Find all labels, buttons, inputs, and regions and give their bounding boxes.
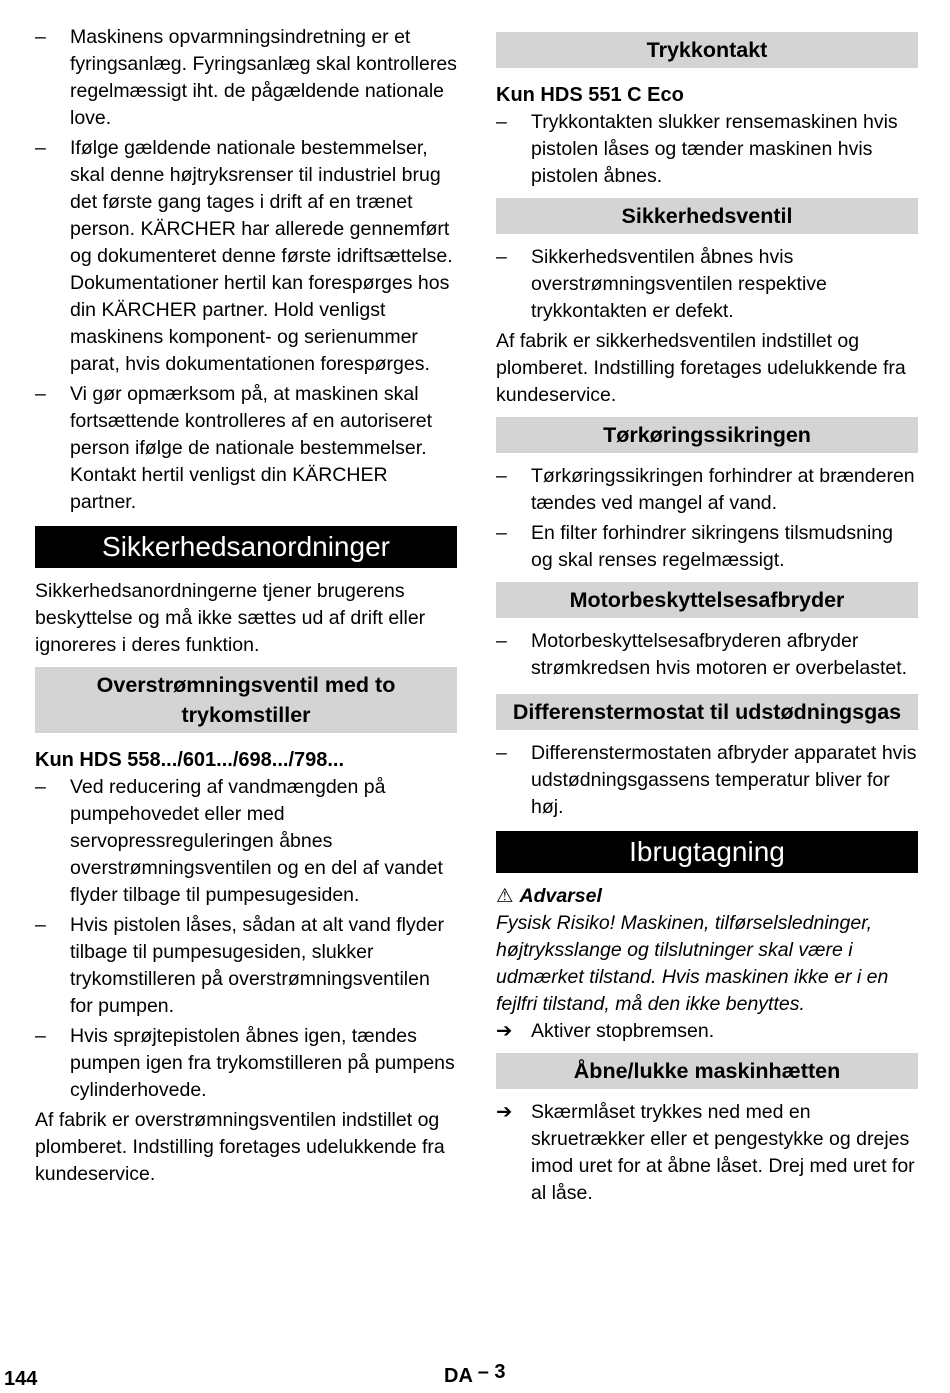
sub-page-number: – 3	[477, 1361, 506, 1383]
heading-pressure-switch: Trykkontakt	[496, 32, 918, 68]
section-title-safety-devices: Sikkerhedsanordninger	[35, 526, 457, 568]
list-item: – Ifølge gældende nationale bestemmelser, skal denne højtryksrenser til industriel brug det første gang tages i drift af en trænet person. KÄRCHER har allerede gennemført og dokumenteret denne første idriftsættelse. Dokumentationer hertil kan forespørges hos din KÄRCHER partner. Hold venligst maskinens komponent- og serienummer parat, hvis dokumentationen forespørges.	[35, 135, 457, 378]
arrow-right-icon: ➔	[496, 1101, 513, 1123]
list-item: – Vi gør opmærksom på, at maskinen skal fortsættende kontrolleres af en autoriseret person ifølge de nationale bestemmelser. Kontakt hertil venligst din KÄRCHER partner.	[35, 381, 457, 516]
heading-motor-protection: Motorbeskyttelsesafbryder	[496, 582, 918, 618]
warning-heading	[496, 883, 918, 910]
action-item	[496, 1018, 918, 1045]
list-item: – Hvis pistolen låses, sådan at alt vand flyder tilbage til pumpesugesiden, slukker trykomstilleren på overstrømningsventilen for pumpen.	[35, 912, 457, 1020]
model-subheading: Kun HDS 558.../601.../698.../798...	[35, 749, 345, 771]
model-subheading: Kun HDS 551 C Eco	[496, 84, 684, 106]
heading-safety-valve: Sikkerhedsventil	[496, 198, 918, 234]
left-column	[35, 24, 457, 1188]
footer-label	[444, 1363, 506, 1390]
list-item: – Differenstermostaten afbryder apparatet hvis udstødningsgassens temperatur bliver for høj.	[496, 740, 918, 821]
paragraph: Af fabrik er sikkerhedsventilen indstillet og plomberet. Indstilling foretages udelukkende fra kundeservice.	[496, 330, 906, 406]
page-number: 144	[4, 1368, 38, 1390]
list-item: – Ved reducering af vandmængden på pumpehovedet eller med servopressreguleringen åbnes overstrømningsventilen og en del af vandet flyder tilbage til pumpesugesiden.	[35, 774, 457, 909]
list-item: – Hvis sprøjtepistolen åbnes igen, tændes pumpen igen fra trykomstilleren på pumpens cylinderhovede.	[35, 1023, 457, 1104]
heading-dry-run-protection: Tørkøringssikringen	[496, 417, 918, 453]
action-item	[496, 1099, 918, 1207]
list-item: – En filter forhindrer sikringens tilsmudsning og skal renses regelmæssigt.	[496, 520, 918, 574]
warning-label: Advarsel	[519, 885, 602, 907]
list-item: – Motorbeskyttelsesafbryderen afbryder strømkredsen hvis motoren er overbelastet.	[496, 628, 918, 682]
list-item: – Tørkøringssikringen forhindrer at brænderen tændes ved mangel af vand.	[496, 463, 918, 517]
arrow-right-icon: ➔	[496, 1020, 513, 1042]
list-item: – Sikkerhedsventilen åbnes hvis overstrømningsventilen respektive trykkontakten er defekt.	[496, 244, 918, 325]
warning-text: Fysisk Risiko! Maskinen, tilførselsledninger, højtryksslange og tilslutninger skal være i udmærket tilstand. Hvis maskinen ikke er i en fejlfri tilstand, må den ikke benyttes.	[496, 912, 889, 1015]
right-column	[496, 32, 918, 1207]
heading-open-close-hood: Åbne/lukke maskinhætten	[496, 1053, 918, 1089]
list-item: – Maskinens opvarmningsindretning er et fyringsanlæg. Fyringsanlæg skal kontrolleres regelmæssigt iht. de pågældende nationale love.	[35, 24, 457, 132]
heading-overflow-valve: Overstrømningsventil med to trykomstiller	[35, 667, 457, 733]
action-text: Skærmlåset trykkes ned med en skruetrækker eller et pengestykke og drejes imod uret for at åbne låset. Drej med uret for al låse.	[531, 1101, 915, 1204]
section-intro: Sikkerhedsanordningerne tjener brugerens beskyttelse og må ikke sættes ud af drift eller ignoreres i deres funktion.	[35, 580, 426, 656]
section-title-start-up: Ibrugtagning	[496, 831, 918, 873]
heading-differential-thermostat: Differenstermostat til udstødningsgas	[496, 694, 918, 730]
language-code: DA	[444, 1365, 473, 1387]
paragraph: Af fabrik er overstrømningsventilen indstillet og plomberet. Indstilling foretages udelukkende fra kundeservice.	[35, 1109, 445, 1185]
list-item: – Trykkontakten slukker rensemaskinen hvis pistolen låses og tænder maskinen hvis pistolen åbnes.	[496, 109, 918, 190]
action-text: Aktiver stopbremsen.	[531, 1020, 715, 1042]
warning-triangle-icon: ⚠	[496, 885, 514, 907]
